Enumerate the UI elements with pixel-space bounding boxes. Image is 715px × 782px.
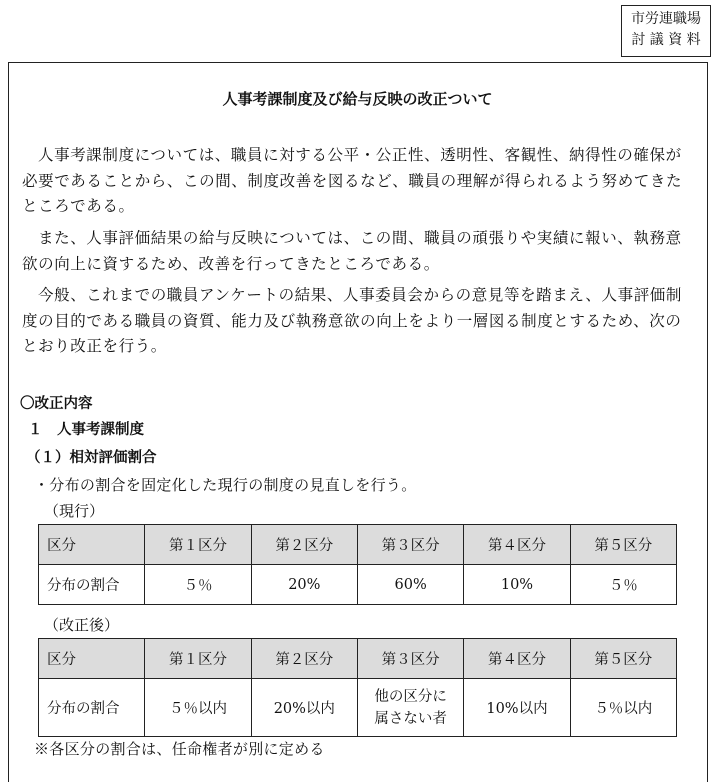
value-cell-multiline xyxy=(357,679,463,737)
bullet-text: ・分布の割合を固定化した現行の制度の見直しを行う。 xyxy=(34,476,417,494)
header-cell: 第５区分 xyxy=(570,639,676,679)
paragraph-3: 今般、これまでの職員アンケートの結果、人事委員会からの意見等を踏まえ、人事評価制度の目的である職員の資質、能力及び執務意欲の向上をより一層図る制度とするため、次のとおり改正を行う。 xyxy=(22,286,683,355)
paragraph-2: また、人事評価結果の給与反映については、この間、職員の頑張りや実績に報い、執務意欲の向上に資するため、改善を行ってきたところである。 xyxy=(22,229,682,273)
row-label-cell: 分布の割合 xyxy=(39,565,145,605)
header-cell: 第１区分 xyxy=(145,525,251,565)
value-cell: ５％以内 xyxy=(570,679,676,737)
revised-distribution-table xyxy=(38,638,677,737)
stamp-line-1: 市労連職場 xyxy=(631,11,701,27)
value-cell: ５％ xyxy=(570,565,676,605)
table-header-row xyxy=(39,639,677,679)
document-stamp xyxy=(621,5,711,57)
value-cell-line-1: 他の区分に xyxy=(374,688,447,705)
table-row xyxy=(39,679,677,737)
header-cell: 区分 xyxy=(39,639,145,679)
header-cell: 第２区分 xyxy=(251,525,357,565)
row-label-cell: 分布の割合 xyxy=(39,679,145,737)
revised-label: （改正後） xyxy=(44,616,120,634)
value-cell: 10% xyxy=(464,565,570,605)
header-cell: 第５区分 xyxy=(570,525,676,565)
subsection-heading: １ 人事考課制度 xyxy=(28,422,144,438)
footnote: ※各区分の割合は、任命権者が別に定める xyxy=(34,740,325,758)
header-cell: 第４区分 xyxy=(464,525,570,565)
header-cell: 区分 xyxy=(39,525,145,565)
value-cell: ５％ xyxy=(145,565,251,605)
section-heading: 〇改正内容 xyxy=(20,396,93,412)
value-cell: 60% xyxy=(357,565,463,605)
value-cell: ５％以内 xyxy=(145,679,251,737)
current-label: （現行） xyxy=(44,502,105,520)
header-cell: 第２区分 xyxy=(251,639,357,679)
paragraph-1: 人事考課制度については、職員に対する公平・公正性、透明性、客観性、納得性の確保が必要であることから、この間、制度改善を図るなど、職員の理解が得られるよう努めてきたところである。 xyxy=(22,146,683,215)
current-distribution-table xyxy=(38,524,677,605)
header-cell: 第３区分 xyxy=(357,525,463,565)
table-header-row xyxy=(39,525,677,565)
header-cell: 第４区分 xyxy=(464,639,570,679)
table-row xyxy=(39,565,677,605)
value-cell: 10%以内 xyxy=(464,679,570,737)
header-cell: 第３区分 xyxy=(357,639,463,679)
document-title: 人事考課制度及び給与反映の改正ついて xyxy=(222,90,493,108)
value-cell: 20% xyxy=(251,565,357,605)
stamp-line-2: 討 議 資 料 xyxy=(631,32,701,48)
value-cell: 20%以内 xyxy=(251,679,357,737)
subsubsection-heading: （１）相対評価割合 xyxy=(26,450,157,466)
header-cell: 第１区分 xyxy=(145,639,251,679)
value-cell-line-2: 属さない者 xyxy=(374,710,447,727)
